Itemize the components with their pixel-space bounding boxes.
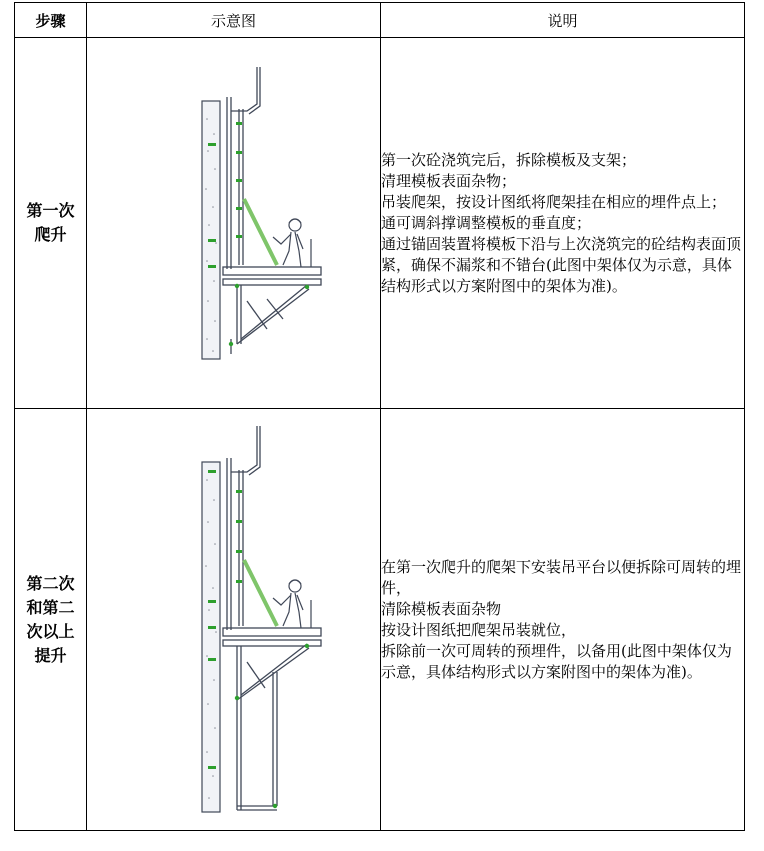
figure-cell xyxy=(87,38,381,409)
description-line: 吊装爬架，按设计图纸将爬架挂在相应的埋件点上； xyxy=(381,192,727,211)
description-line: 通过锚固装置将模板下沿与上次浇筑完的砼结构表面顶紧，确保不漏浆和不错台(此图中架体仅为示意，具体结构形式以方案附图中的架体为准)。 xyxy=(381,234,742,295)
header-step: 步骤 xyxy=(15,3,87,38)
header-figure: 示意图 xyxy=(87,3,381,38)
description-line: 清除模板表面杂物 xyxy=(381,599,502,618)
step-name: 第二次和第二次以上提升 xyxy=(26,573,75,665)
climbing-formwork-diagram-2 xyxy=(87,410,379,830)
header-row xyxy=(15,3,745,38)
description-line: 拆除前一次可周转的预埋件，以备用(此图中架体仅为示意，具体结构形式以方案附图中的架体为准)。 xyxy=(381,641,732,681)
worker-figure xyxy=(273,580,311,628)
description-line: 清理模板表面杂物； xyxy=(381,171,517,190)
climbing-formwork-diagram-1 xyxy=(87,39,379,408)
steps-table xyxy=(14,2,745,831)
joint-markers xyxy=(235,643,309,807)
concrete-wall xyxy=(202,462,220,812)
description-line: 在第一次爬升的爬架下安装吊平台以便拆除可周转的埋件， xyxy=(381,557,742,597)
step-name-cell xyxy=(15,409,87,831)
figure-cell xyxy=(87,409,381,831)
table-row xyxy=(15,38,745,409)
worker-figure xyxy=(273,219,311,267)
concrete-wall xyxy=(202,101,220,359)
adjustable-brace xyxy=(244,199,277,265)
formwork-frame xyxy=(223,67,321,354)
header-description: 说明 xyxy=(381,3,745,38)
description-line: 按设计图纸把爬架吊装就位， xyxy=(381,620,577,639)
description-cell xyxy=(381,38,745,409)
step-name: 第一次爬升 xyxy=(26,201,75,244)
step-name-cell xyxy=(15,38,87,409)
description-cell xyxy=(381,409,745,831)
description-line: 通可调斜撑调整模板的垂直度； xyxy=(381,213,592,232)
table-row xyxy=(15,409,745,831)
description-line: 第一次砼浇筑完后，拆除模板及支架； xyxy=(381,150,637,169)
adjustable-brace xyxy=(244,560,277,626)
